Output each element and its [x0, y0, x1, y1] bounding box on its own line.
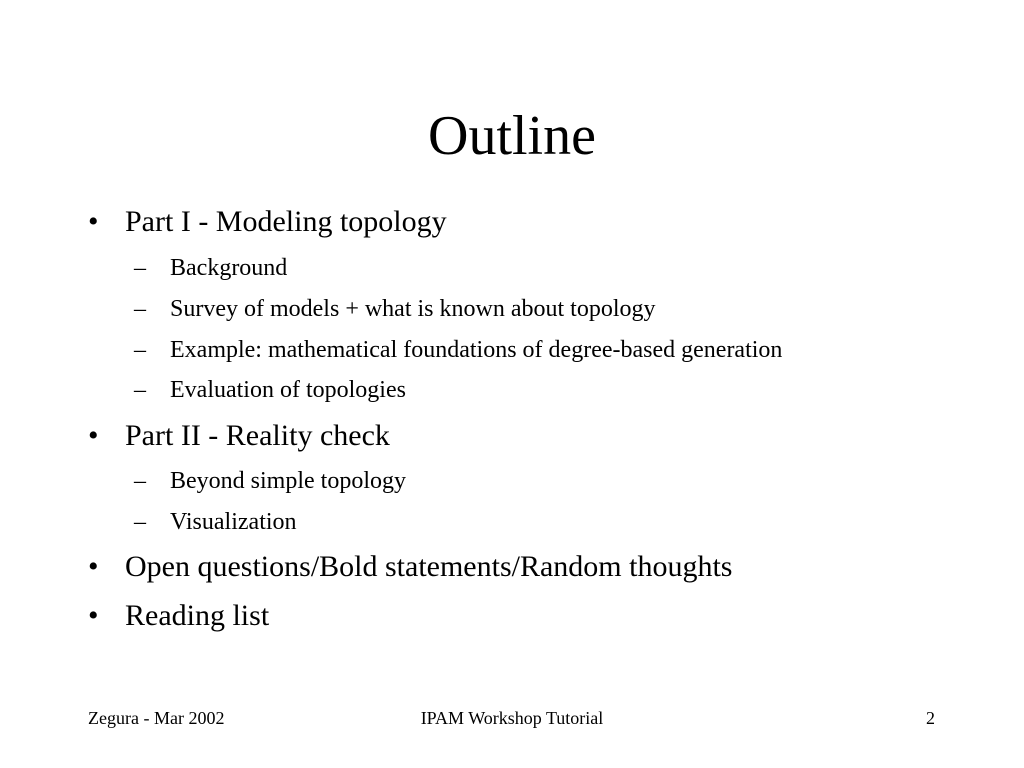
- footer-page-number: 2: [926, 708, 935, 728]
- outline-item-text: Open questions/Bold statements/Random thoughts: [125, 550, 733, 583]
- dash-marker: –: [134, 255, 146, 281]
- outline-item-text: Part I - Modeling topology: [125, 205, 447, 238]
- bullet-marker: •: [88, 205, 99, 238]
- dash-marker: –: [134, 509, 146, 535]
- footer-author-date: Zegura - Mar 2002: [88, 708, 225, 728]
- outline-item-text: Survey of models + what is known about topology: [170, 296, 656, 322]
- dash-marker: –: [134, 468, 146, 494]
- dash-marker: –: [134, 377, 146, 403]
- dash-marker: –: [134, 337, 146, 363]
- bullet-marker: •: [88, 419, 99, 452]
- outline-item-text: Background: [170, 255, 288, 281]
- outline-item-text: Beyond simple topology: [170, 468, 406, 494]
- footer-event-title: IPAM Workshop Tutorial: [420, 708, 604, 728]
- bullet-marker: •: [88, 550, 99, 583]
- dash-marker: –: [134, 296, 146, 322]
- outline-item-text: Evaluation of topologies: [170, 377, 406, 403]
- bullet-marker: •: [88, 599, 99, 632]
- outline-item-text: Part II - Reality check: [125, 419, 390, 452]
- outline-item-text: Reading list: [125, 599, 270, 632]
- slide-title: Outline: [428, 105, 596, 167]
- outline-item-text: Visualization: [170, 509, 297, 535]
- outline-item-text: Example: mathematical foundations of degree-based generation: [170, 337, 783, 363]
